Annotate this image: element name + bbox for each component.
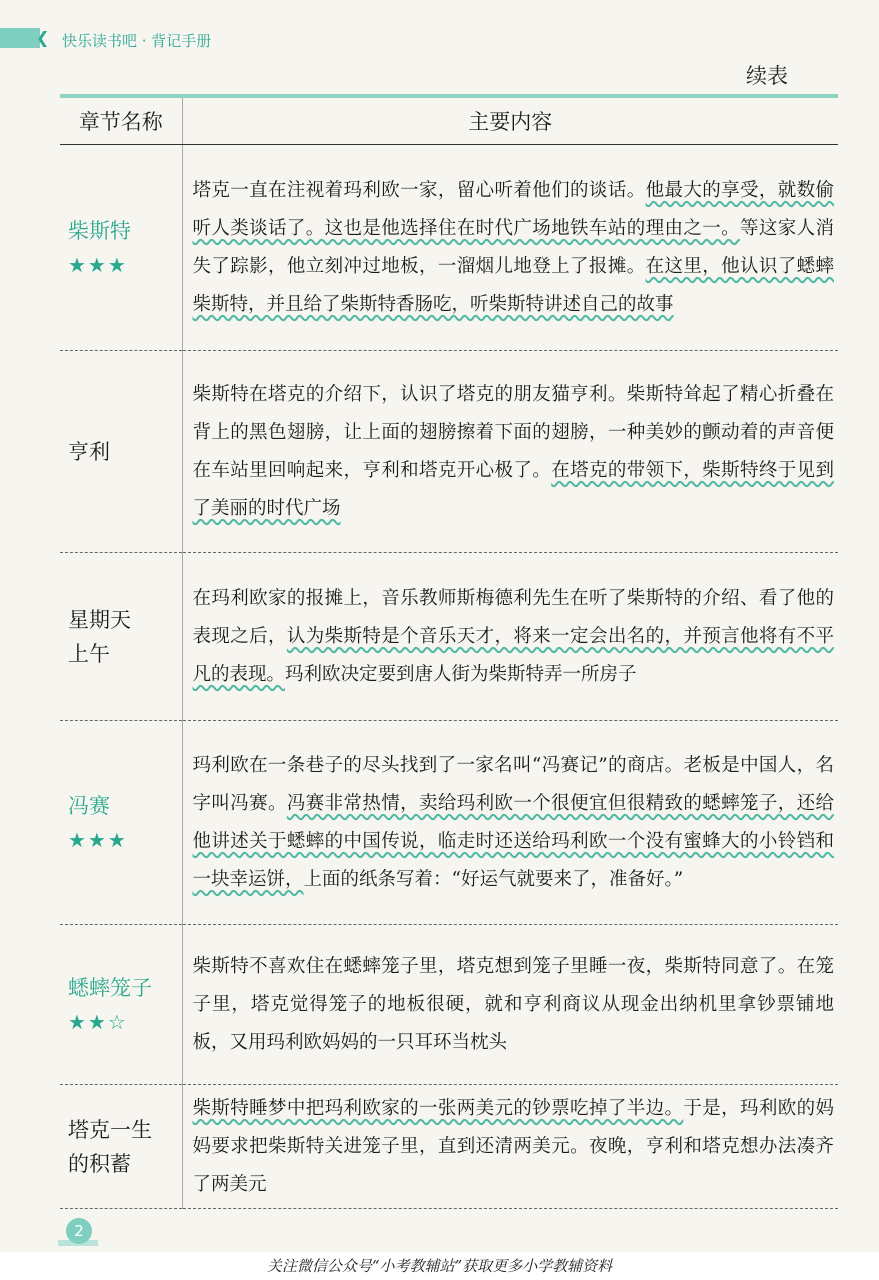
footer-note: 关注微信公众号“小考教辅站”获取更多小学教辅资料 bbox=[0, 1252, 879, 1280]
header-band bbox=[0, 28, 40, 48]
content-text: 玛利欧在一条巷子的尽头找到了一家名叫“冯赛记”的商店。老板是中国人，名字叫冯赛。 bbox=[192, 754, 834, 814]
chapter-name-cell bbox=[60, 1085, 182, 1209]
rating-stars: ★★★ bbox=[68, 252, 128, 277]
content-text: 玛利欧决定要到唐人街为柴斯特弄一所房子 bbox=[285, 663, 637, 685]
content-text: 柴斯特在塔克的介绍下，认识了塔克的朋友猫亨利。柴斯特耸起了精心折叠在背上的黑色翅膀，让上面的翅膀擦着下面的翅膀，一种美妙的颤动着的声音便在车站里回响起来，亨利和塔克开心极了。 bbox=[192, 383, 834, 481]
chapter-content bbox=[182, 925, 838, 1085]
content-highlight: 冯赛非常热情，卖给玛利欧一个很便宜但很精致的蟋蟀笼子，还给他讲述关于蟋蟀的中国传说，临走时还送给玛利欧一个没有蜜蜂大的小铃铛和一块幸运饼， bbox=[192, 792, 834, 890]
content-text: 塔克一直在注视着玛利欧一家，留心听着他们的谈话。 bbox=[192, 179, 646, 201]
chapter-content bbox=[182, 721, 838, 925]
content-highlight: 他最大的享受，就数偷听人类谈话了。这也是他选择住在时代广场地铁车站的理由之一。 bbox=[192, 179, 834, 239]
chapter-name: 亨利 bbox=[68, 439, 110, 464]
chevron-left-icon: ❮ bbox=[36, 28, 50, 47]
chapter-name-cell bbox=[60, 553, 182, 721]
chapter-name-cell bbox=[60, 351, 182, 553]
chapter-content bbox=[182, 1085, 838, 1209]
chapter-content bbox=[182, 553, 838, 721]
content-highlight: 柴斯特睡梦中把玛利欧家的一张两美元的钞票吃掉了半边。 bbox=[192, 1097, 684, 1119]
chapter-name-cell bbox=[60, 925, 182, 1085]
content-highlight: 在这里，他认识了蟋蟀柴斯特，并且给了柴斯特香肠吃，听柴斯特讲述自己的故事 bbox=[192, 255, 834, 315]
content-highlight: 在塔克的带领下，柴斯特终于见到了美丽的时代广场 bbox=[192, 459, 834, 519]
column-header-content: 主要内容 bbox=[182, 98, 838, 145]
content-highlight: 认为柴斯特是个音乐天才，将来一定会出名的，并预言他将有不平凡的表现。 bbox=[192, 625, 834, 685]
page-number: 2 bbox=[66, 1218, 92, 1244]
column-header-chapter: 章节名称 bbox=[60, 98, 182, 145]
chapter-content bbox=[182, 145, 838, 351]
table-row bbox=[60, 1085, 838, 1209]
header-title: 快乐读书吧 · 背记手册 bbox=[62, 32, 212, 50]
chapter-name-cell bbox=[60, 721, 182, 925]
chapter-name: 星期天上午 bbox=[68, 607, 131, 666]
content-text: 柴斯特不喜欢住在蟋蟀笼子里，塔克想到笼子里睡一夜，柴斯特同意了。在笼子里，塔克觉得笼子的地板很硬，就和亨利商议从现金出纳机里拿钞票铺地板，又用玛利欧妈妈的一只耳环当枕头 bbox=[192, 955, 834, 1053]
chapter-table bbox=[60, 98, 838, 1209]
table-row bbox=[60, 145, 838, 351]
rating-stars: ★★★ bbox=[68, 827, 128, 852]
chapter-name-cell bbox=[60, 145, 182, 351]
content-text: 于是，玛利欧的妈妈要求把柴斯特关进笼子里，直到还清两美元。夜晚，亨利和塔克想办法凑齐了两美元 bbox=[192, 1097, 834, 1195]
chapter-name: 冯赛 bbox=[68, 793, 110, 818]
chapter-content bbox=[182, 351, 838, 553]
table-row bbox=[60, 351, 838, 553]
chapter-name: 柴斯特 bbox=[68, 218, 131, 243]
table-row bbox=[60, 721, 838, 925]
content-text: 上面的纸条写着：“好运气就要来了，准备好。” bbox=[303, 868, 684, 890]
chapter-name: 蟋蟀笼子 bbox=[68, 975, 152, 1000]
table-row bbox=[60, 925, 838, 1085]
content-text: 等这家人消失了踪影，他立刻冲过地板，一溜烟儿地登上了报摊。 bbox=[192, 217, 834, 277]
table-row bbox=[60, 553, 838, 721]
table-header-row bbox=[60, 98, 838, 145]
continued-label: 续表 bbox=[746, 64, 788, 88]
content-text: 在玛利欧家的报摊上，音乐教师斯梅德利先生在听了柴斯特的介绍、看了他的表现之后， bbox=[192, 587, 834, 647]
rating-stars: ★★☆ bbox=[68, 1009, 128, 1034]
chapter-name: 塔克一生的积蓄 bbox=[68, 1117, 152, 1176]
